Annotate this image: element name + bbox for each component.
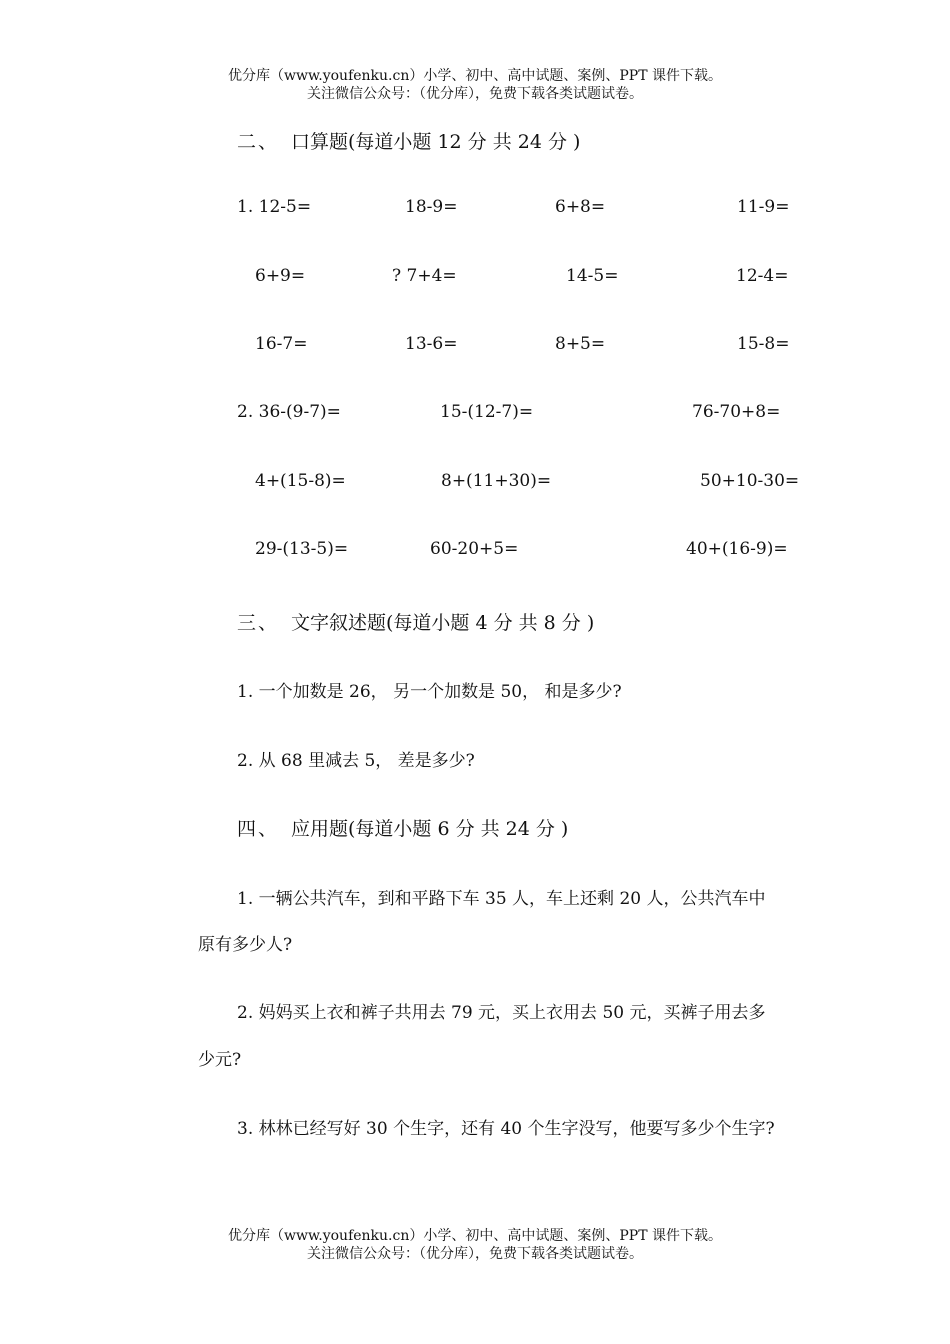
q1-r3-c1: 16-7= [255,334,308,354]
section4-q1-line2: 原有多少人? [198,935,293,955]
section2-title: 口算题(每道小题 12 分 共 24 分 ) [291,131,581,153]
q1-r2-c3: 14-5= [566,266,619,286]
section4-number: 四、 [237,818,280,840]
q1-r2-c2: ? 7+4= [392,266,457,286]
section4-title: 应用题(每道小题 6 分 共 24 分 ) [291,818,569,840]
q1-r3-c2: 13-6= [405,334,458,354]
section3-q2: 2. 从 68 里减去 5， 差是多少? [237,751,475,771]
q2-r1-c3: 76-70+8= [692,402,781,422]
section2-number: 二、 [237,131,280,153]
header-line-1: 优分库（www.youfenku.cn）小学、初中、高中试题、案例、PPT 课件下载。 [227,68,722,84]
q1-r1-c3: 6+8= [555,197,606,217]
q2-r1-c2: 15-(12-7)= [440,402,534,422]
footer-line-2: 关注微信公众号：（优分库），免费下载各类试题试卷。 [307,1246,643,1262]
section4-q1-line1: 1. 一辆公共汽车，到和平路下车 35 人，车上还剩 20 人，公共汽车中 [237,889,766,909]
q1-r1-c1: 1. 12-5= [237,197,312,217]
q2-r3-c3: 40+(16-9)= [686,539,788,559]
section4-q3: 3. 林林已经写好 30 个生字，还有 40 个生字没写，他要写多少个生字? [237,1119,775,1139]
q1-r2-c1: 6+9= [255,266,306,286]
q2-r1-c1: 2. 36-(9-7)= [237,402,341,422]
section3-q1: 1. 一个加数是 26， 另一个加数是 50， 和是多少? [237,682,622,702]
header-line-2: 关注微信公众号：（优分库），免费下载各类试题试卷。 [307,86,643,102]
q1-r1-c4: 11-9= [737,197,790,217]
section3-number: 三、 [237,612,280,634]
section4-q2-line2: 少元? [198,1050,242,1070]
section4-q2-line1: 2. 妈妈买上衣和裤子共用去 79 元，买上衣用去 50 元，买裤子用去多 [237,1003,766,1023]
q1-r3-c3: 8+5= [555,334,606,354]
section3-title: 文字叙述题(每道小题 4 分 共 8 分 ) [291,612,595,634]
q1-r1-c2: 18-9= [405,197,458,217]
q1-r2-c4: 12-4= [736,266,789,286]
q2-r2-c2: 8+(11+30)= [441,471,552,491]
q1-r3-c4: 15-8= [737,334,790,354]
footer-line-1: 优分库（www.youfenku.cn）小学、初中、高中试题、案例、PPT 课件下载。 [227,1228,722,1244]
q2-r2-c1: 4+(15-8)= [255,471,346,491]
q2-r3-c2: 60-20+5= [430,539,519,559]
q2-r3-c1: 29-(13-5)= [255,539,349,559]
q2-r2-c3: 50+10-30= [700,471,800,491]
